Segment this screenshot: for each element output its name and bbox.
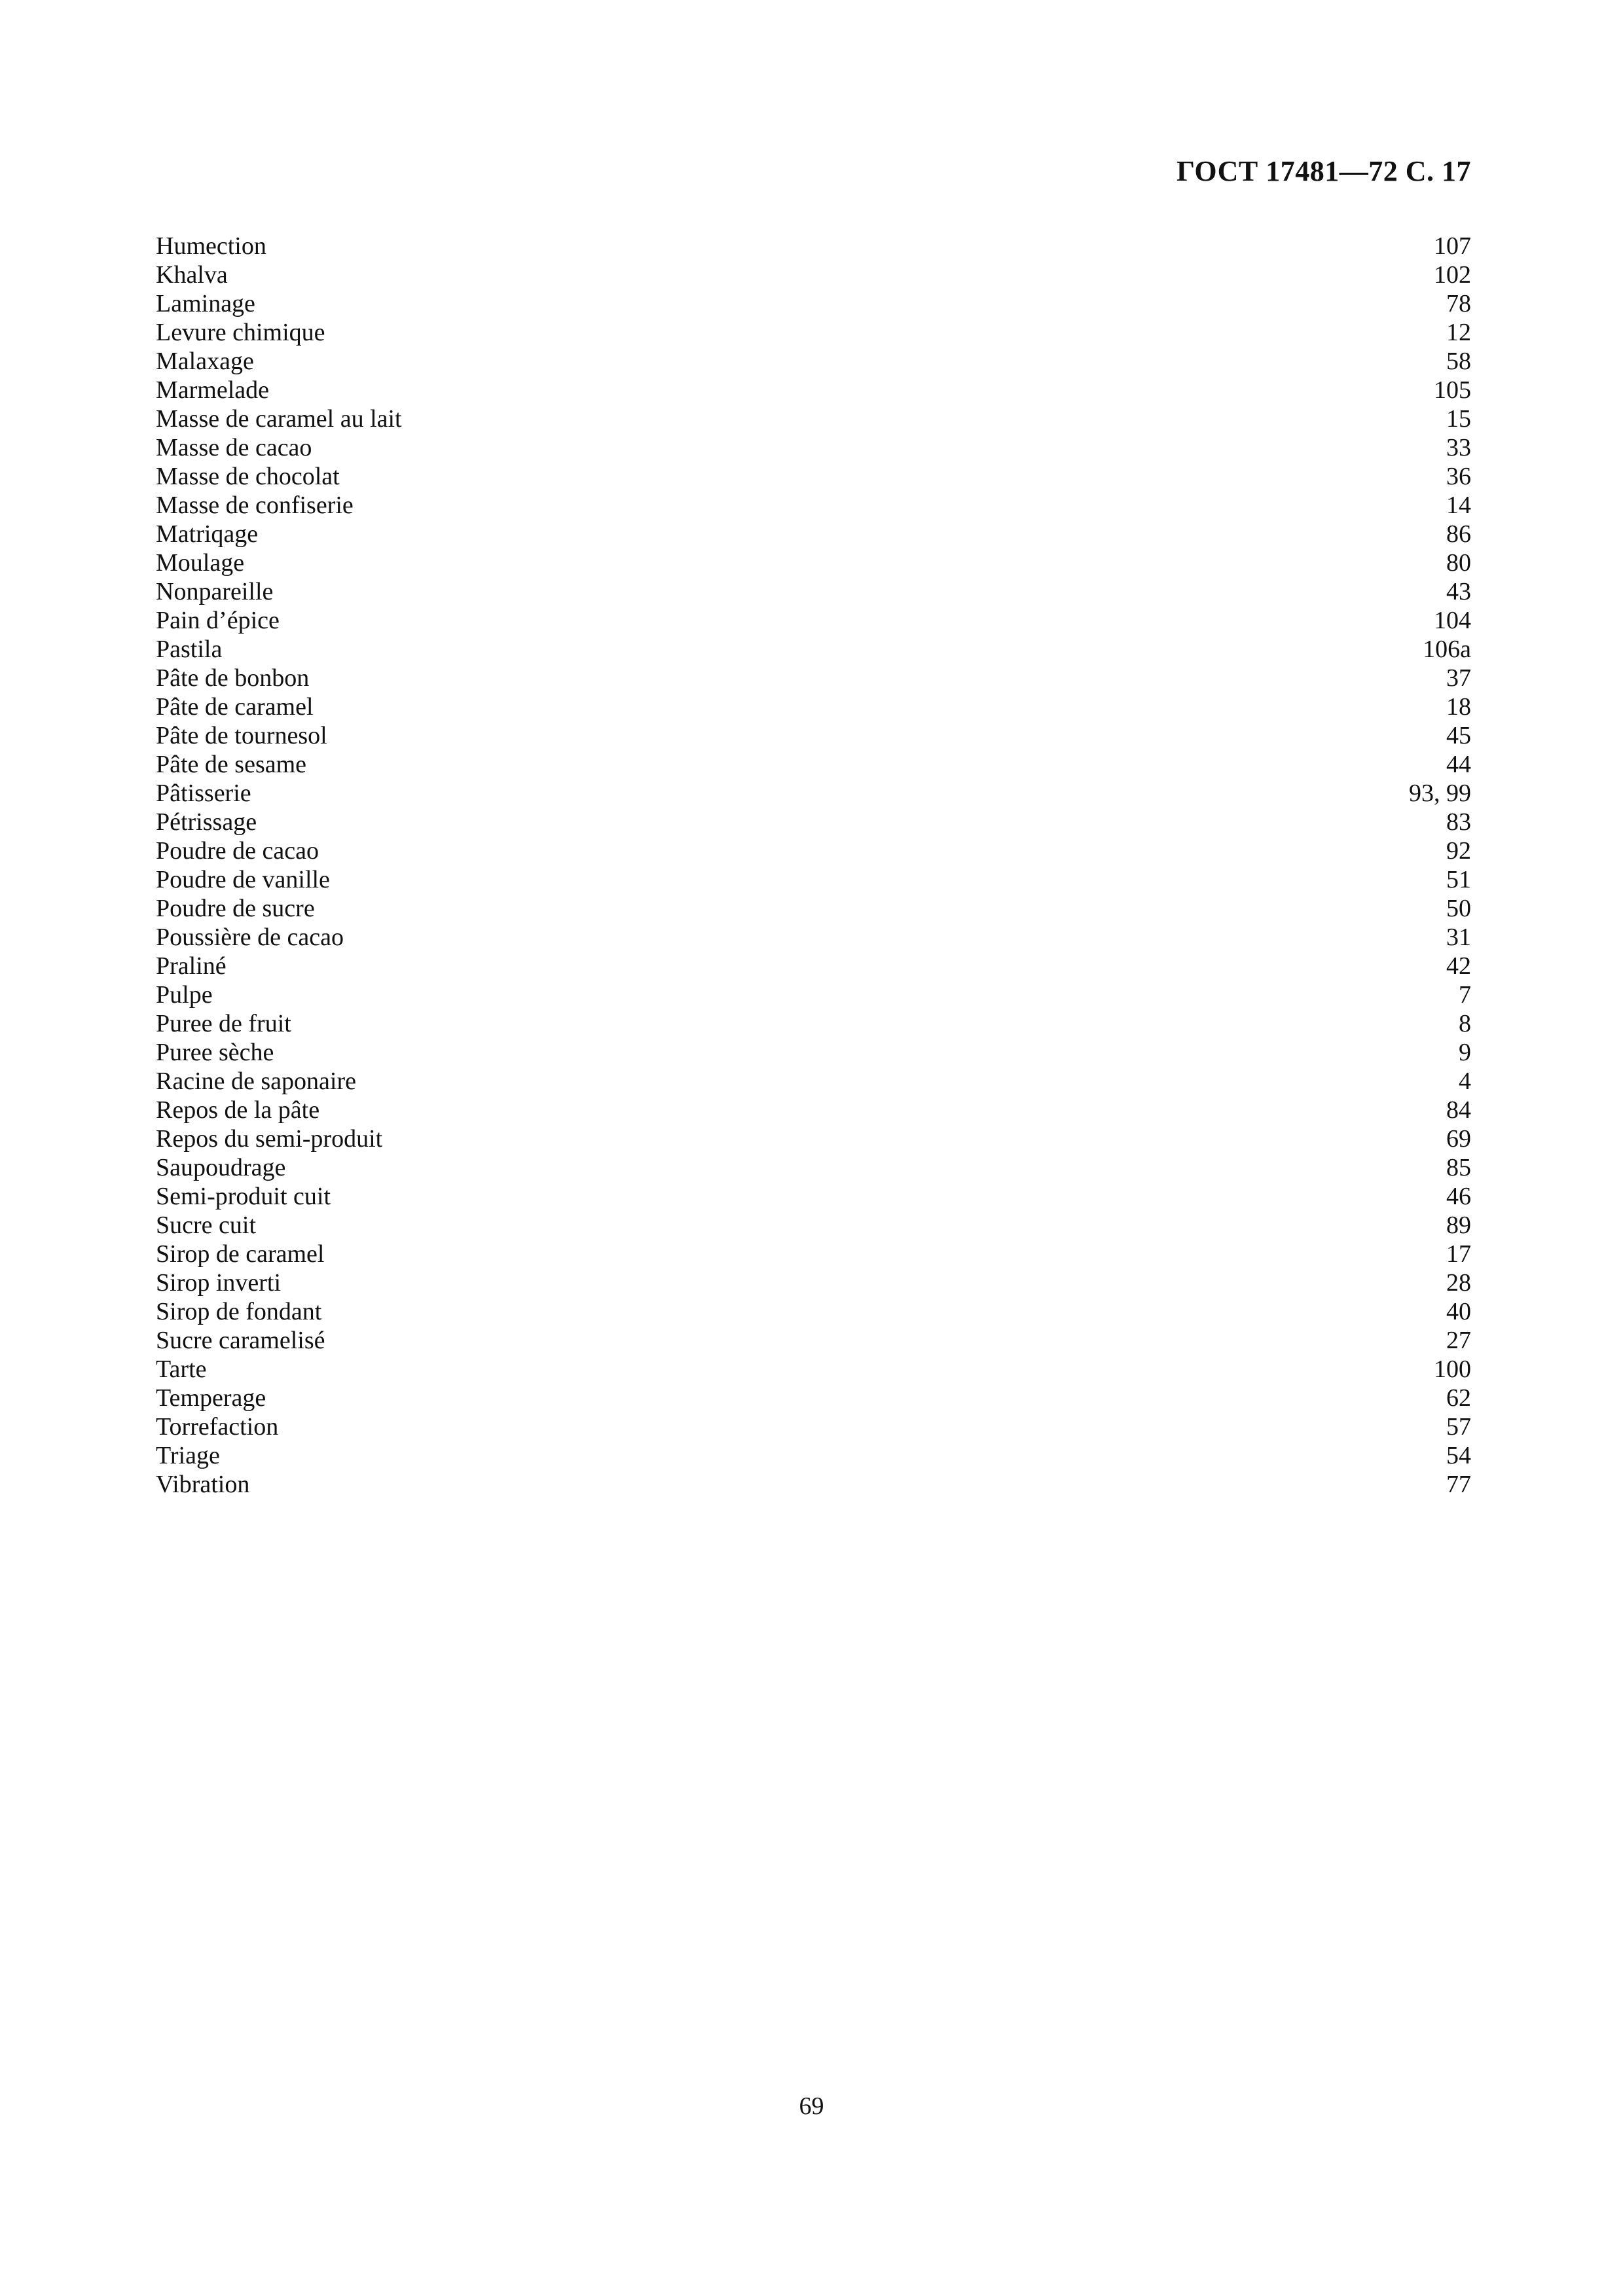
index-term: Racine de saponaire bbox=[156, 1067, 356, 1095]
index-reference: 58 bbox=[1446, 348, 1471, 375]
index-reference: 77 bbox=[1446, 1471, 1471, 1498]
index-reference: 28 bbox=[1446, 1269, 1471, 1297]
index-reference: 102 bbox=[1434, 261, 1471, 289]
index-term: Puree sèche bbox=[156, 1039, 274, 1066]
index-reference: 80 bbox=[1446, 549, 1471, 577]
index-entry bbox=[156, 1441, 1471, 1470]
index-reference: 78 bbox=[1446, 290, 1471, 317]
page-number: 69 bbox=[799, 2092, 824, 2120]
index-term: Poussière de cacao bbox=[156, 924, 344, 951]
index-entry bbox=[156, 1067, 1471, 1096]
index-term: Puree de fruit bbox=[156, 1010, 291, 1037]
index-term: Poudre de sucre bbox=[156, 895, 315, 922]
index-reference: 106a bbox=[1423, 636, 1471, 663]
index-reference: 44 bbox=[1446, 751, 1471, 778]
index-entry bbox=[156, 318, 1471, 347]
index-reference: 51 bbox=[1446, 866, 1471, 893]
index-term: Pétrissage bbox=[156, 808, 257, 836]
index-term: Moulage bbox=[156, 549, 245, 577]
index-term: Triage bbox=[156, 1442, 220, 1469]
index-term: Masse de cacao bbox=[156, 434, 312, 461]
index-entry bbox=[156, 1182, 1471, 1211]
index-term: Sirop de caramel bbox=[156, 1240, 325, 1268]
index-entry bbox=[156, 433, 1471, 462]
index-entry bbox=[156, 404, 1471, 433]
index-term: Poudre de cacao bbox=[156, 837, 319, 865]
index-term: Marmelade bbox=[156, 376, 270, 404]
index-term: Repos de la pâte bbox=[156, 1096, 320, 1124]
index-reference: 7 bbox=[1459, 981, 1471, 1009]
index-reference: 45 bbox=[1446, 722, 1471, 749]
index-reference: 27 bbox=[1446, 1327, 1471, 1354]
index-reference: 15 bbox=[1446, 405, 1471, 433]
index-entry bbox=[156, 779, 1471, 808]
index-reference: 42 bbox=[1446, 952, 1471, 980]
index-term: Semi-produit cuit bbox=[156, 1183, 331, 1210]
index-term: Temperage bbox=[156, 1384, 266, 1412]
index-entry bbox=[156, 923, 1471, 952]
index-entry bbox=[156, 1153, 1471, 1182]
index-entry bbox=[156, 635, 1471, 664]
index-entry bbox=[156, 952, 1471, 980]
index-entry bbox=[156, 289, 1471, 318]
index-reference: 43 bbox=[1446, 578, 1471, 605]
index-reference: 54 bbox=[1446, 1442, 1471, 1469]
index-term: Laminage bbox=[156, 290, 255, 317]
index-reference: 31 bbox=[1446, 924, 1471, 951]
index-term: Pâte de sesame bbox=[156, 751, 307, 778]
index-entry bbox=[156, 1124, 1471, 1153]
index-term: Vibration bbox=[156, 1471, 250, 1498]
index-reference: 50 bbox=[1446, 895, 1471, 922]
index-reference: 100 bbox=[1434, 1355, 1471, 1383]
index-term: Malaxage bbox=[156, 348, 254, 375]
index-term: Pâtisserie bbox=[156, 780, 251, 807]
index-term: Masse de chocolat bbox=[156, 463, 340, 490]
index-term: Masse de confiserie bbox=[156, 492, 354, 519]
index-reference: 89 bbox=[1446, 1211, 1471, 1239]
index-reference: 107 bbox=[1434, 232, 1471, 260]
index-reference: 92 bbox=[1446, 837, 1471, 865]
index-term: Torrefaction bbox=[156, 1413, 279, 1441]
index-entry bbox=[156, 1297, 1471, 1326]
index-term: Pâte de caramel bbox=[156, 693, 314, 721]
index-entry bbox=[156, 1384, 1471, 1412]
index-reference: 104 bbox=[1434, 607, 1471, 634]
index-entry bbox=[156, 1326, 1471, 1355]
index-term: Levure chimique bbox=[156, 319, 325, 346]
index-term: Masse de caramel au lait bbox=[156, 405, 402, 433]
index-reference: 36 bbox=[1446, 463, 1471, 490]
index-reference: 93, 99 bbox=[1409, 780, 1471, 807]
index-term: Pâte de tournesol bbox=[156, 722, 327, 749]
index-entry bbox=[156, 376, 1471, 404]
index-entry bbox=[156, 808, 1471, 836]
index-term: Saupoudrage bbox=[156, 1154, 286, 1181]
index-reference: 12 bbox=[1446, 319, 1471, 346]
index-entry bbox=[156, 750, 1471, 779]
index-reference: 4 bbox=[1459, 1067, 1471, 1095]
index-reference: 9 bbox=[1459, 1039, 1471, 1066]
index-entry bbox=[156, 1470, 1471, 1499]
index-entry bbox=[156, 1268, 1471, 1297]
index-reference: 86 bbox=[1446, 520, 1471, 548]
index-entry bbox=[156, 491, 1471, 520]
index-reference: 17 bbox=[1446, 1240, 1471, 1268]
index-entry bbox=[156, 232, 1471, 260]
index-entry bbox=[156, 1355, 1471, 1384]
index-entry bbox=[156, 1038, 1471, 1067]
index-term: Pastila bbox=[156, 636, 223, 663]
index-entry bbox=[156, 980, 1471, 1009]
index-reference: 33 bbox=[1446, 434, 1471, 461]
index-entry bbox=[156, 606, 1471, 635]
index-term: Humection bbox=[156, 232, 266, 260]
index-reference: 105 bbox=[1434, 376, 1471, 404]
index-entry bbox=[156, 347, 1471, 376]
index-entry bbox=[156, 1412, 1471, 1441]
index-entry bbox=[156, 577, 1471, 606]
index-term: Sirop inverti bbox=[156, 1269, 282, 1297]
index-reference: 69 bbox=[1446, 1125, 1471, 1153]
index-entry bbox=[156, 1211, 1471, 1240]
index-reference: 85 bbox=[1446, 1154, 1471, 1181]
index-reference: 57 bbox=[1446, 1413, 1471, 1441]
index-term: Pulpe bbox=[156, 981, 213, 1009]
index-reference: 8 bbox=[1459, 1010, 1471, 1037]
index-entry bbox=[156, 1240, 1471, 1268]
index-term: Pain d’épice bbox=[156, 607, 280, 634]
index-term: Sucre cuit bbox=[156, 1211, 257, 1239]
index-entry bbox=[156, 721, 1471, 750]
page-header: ГОСТ 17481—72 С. 17 bbox=[1176, 155, 1471, 187]
index-term: Sucre caramelisé bbox=[156, 1327, 325, 1354]
index-entry bbox=[156, 692, 1471, 721]
index-term: Praliné bbox=[156, 952, 227, 980]
index-reference: 84 bbox=[1446, 1096, 1471, 1124]
index-entry bbox=[156, 664, 1471, 692]
index-term: Khalva bbox=[156, 261, 228, 289]
index-entry bbox=[156, 548, 1471, 577]
index-term: Nonpareille bbox=[156, 578, 274, 605]
index-reference: 37 bbox=[1446, 664, 1471, 692]
index-list bbox=[156, 232, 1471, 1499]
index-entry bbox=[156, 520, 1471, 548]
index-reference: 14 bbox=[1446, 492, 1471, 519]
index-reference: 40 bbox=[1446, 1298, 1471, 1325]
index-term: Repos du semi-produit bbox=[156, 1125, 383, 1153]
index-reference: 62 bbox=[1446, 1384, 1471, 1412]
index-reference: 18 bbox=[1446, 693, 1471, 721]
index-entry bbox=[156, 894, 1471, 923]
index-term: Pâte de bonbon bbox=[156, 664, 310, 692]
index-term: Sirop de fondant bbox=[156, 1298, 322, 1325]
index-entry bbox=[156, 462, 1471, 491]
index-term: Matriqage bbox=[156, 520, 259, 548]
index-reference: 83 bbox=[1446, 808, 1471, 836]
index-term: Tarte bbox=[156, 1355, 207, 1383]
index-entry bbox=[156, 836, 1471, 865]
index-entry bbox=[156, 1096, 1471, 1124]
index-term: Poudre de vanille bbox=[156, 866, 330, 893]
index-reference: 46 bbox=[1446, 1183, 1471, 1210]
index-entry bbox=[156, 865, 1471, 894]
index-entry bbox=[156, 260, 1471, 289]
index-entry bbox=[156, 1009, 1471, 1038]
